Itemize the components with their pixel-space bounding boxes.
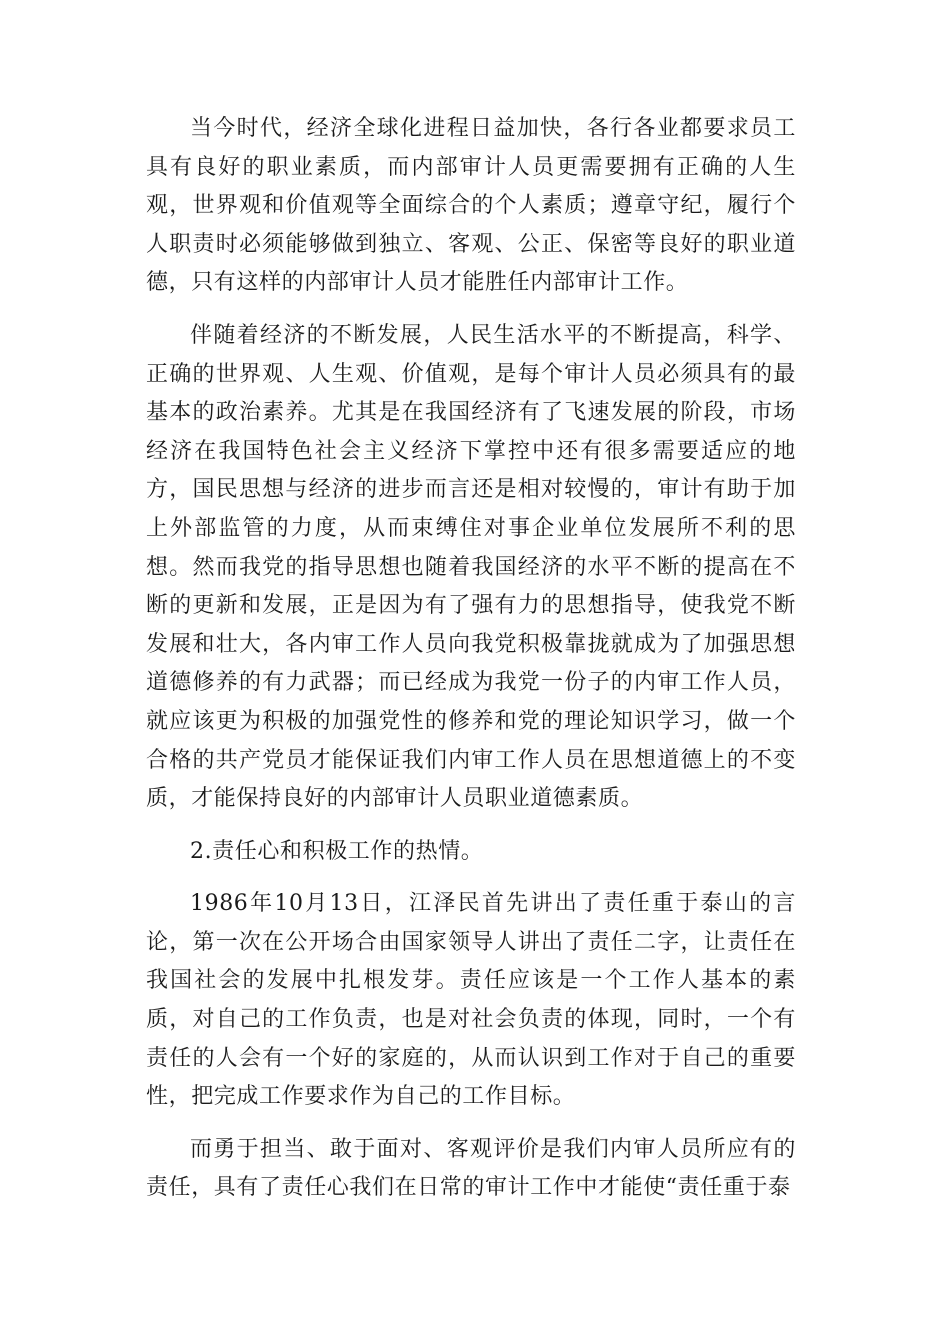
paragraph-responsibility-history: 1986年10月13日，江泽民首先讲出了责任重于泰山的言论，第一次在公开场合由国家领导人讲出了责任二字，让责任在我国社会的发展中扎根发芽。责任应该是一个工作人基本的素质，对自己的工作负责，也是对社会负责的体现，同时，一个有责任的人会有一个好的家庭的，从而认识到工作对于自己的重要性，把完成工作要求作为自己的工作目标。 [146,891,796,1110]
paragraph-political-literacy: 伴随着经济的不断发展，人民生活水平的不断提高，科学、正确的世界观、人生观、价值观，是每个审计人员必须具有的最基本的政治素养。尤其是在我国经济有了飞速发展的阶段，市场经济在我国特色社会主义经济下掌控中还有很多需要适应的地方，国民思想与经济的进步而言还是相对较慢的，审计有助于加上外部监管的力度，从而束缚住对事企业单位发展所不利的思想。然而我党的指导思想也随着我国经济的水平不断的提高在不断的更新和发展，正是因为有了强有力的思想指导，使我党不断发展和壮大，各内审工作人员向我党积极靠拢就成为了加强思想道德修养的有力武器；而已经成为我党一份子的内审工作人员，就应该更为积极的加强党性的修养和党的理论知识学习，做一个合格的共产党员才能保证我们内审工作人员在思想道德上的不变质，才能保持良好的内部审计人员职业道德素质。 [146,322,796,812]
section-heading-responsibility: 2.责任心和积极工作的热情。 [190,838,484,864]
document-body [146,110,796,1222]
paragraph-auditor-responsibility: 而勇于担当、敢于面对、客观评价是我们内审人员所应有的责任，具有了责任心我们在日常的审计工作中才能使“责任重于泰 [146,1136,796,1201]
paragraph-professional-quality: 当今时代，经济全球化进程日益加快，各行各业都要求员工具有良好的职业素质，而内部审计人员更需要拥有正确的人生观，世界观和价值观等全面综合的个人素质；遵章守纪，履行个人职责时必须能够做到独立、客观、公正、保密等良好的职业道德，只有这样的内部审计人员才能胜任内部审计工作。 [146,116,796,296]
